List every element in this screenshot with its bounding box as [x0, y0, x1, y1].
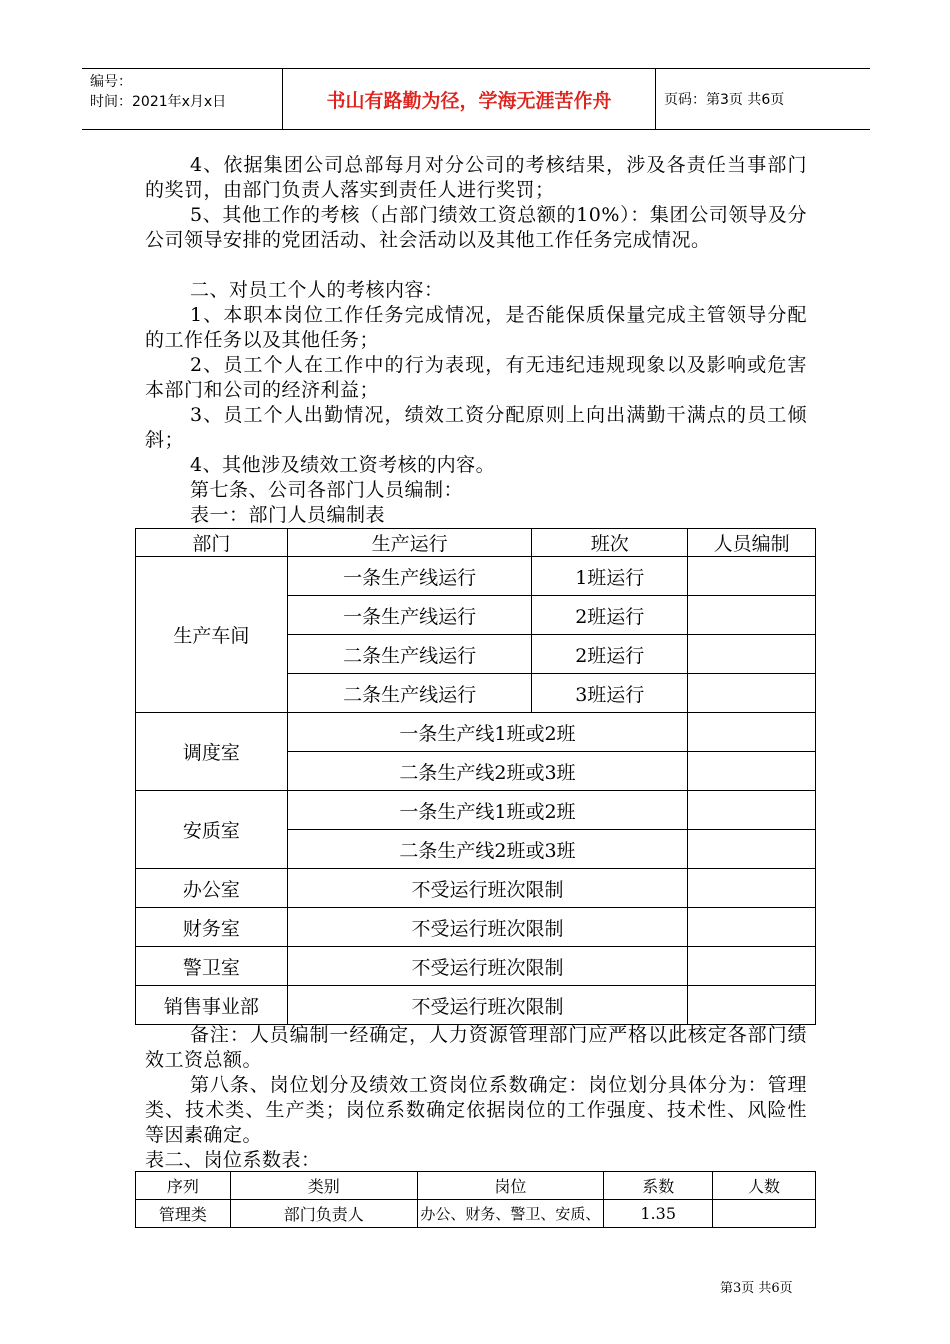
header-cell: 班次	[532, 529, 688, 557]
number-label: 编号：	[90, 74, 132, 90]
table-row	[136, 908, 816, 947]
header-cell: 序列	[136, 1172, 231, 1200]
header-cell: 生产运行	[287, 529, 532, 557]
table-row	[136, 1200, 816, 1228]
table-row	[136, 947, 816, 986]
table-header-row	[136, 529, 816, 557]
cell: 不受运行班次限制	[287, 869, 687, 908]
dept-cell: 安质室	[136, 791, 288, 869]
section-heading: 第七条、公司各部门人员编制：	[190, 479, 464, 501]
header-meta	[82, 69, 282, 129]
cell: 2班运行	[532, 596, 688, 635]
table-row	[136, 986, 816, 1025]
cell: 二条生产线运行	[287, 674, 532, 713]
staff-cell	[688, 752, 816, 791]
cell: 不受运行班次限制	[287, 908, 687, 947]
cell: 二条生产线2班或3班	[287, 752, 687, 791]
header-motto: 书山有路勤为径，学海无涯苦作舟	[282, 69, 656, 129]
position-coefficient-table	[135, 1171, 816, 1228]
note-paragraph: 备注：人员编制一经确定，人力资源管理部门应严格以此核定各部门绩效工资总额。	[145, 1024, 807, 1071]
table-row	[136, 791, 816, 830]
table-row	[136, 713, 816, 752]
cell: 1班运行	[532, 557, 688, 596]
header-cell: 部门	[136, 529, 288, 557]
table-row	[136, 557, 816, 596]
time-label: 时间：2021年x月x日	[90, 94, 227, 110]
cell: 二条生产线运行	[287, 635, 532, 674]
dept-cell: 办公室	[136, 869, 288, 908]
staff-cell	[688, 596, 816, 635]
staff-cell	[688, 986, 816, 1025]
table-header-row	[136, 1172, 816, 1200]
cell: 一条生产线运行	[287, 596, 532, 635]
cell: 不受运行班次限制	[287, 986, 687, 1025]
cell: 一条生产线1班或2班	[287, 791, 687, 830]
staff-cell	[688, 791, 816, 830]
paragraph: 4、依据集团公司总部每月对分公司的考核结果，涉及各责任当事部门的奖罚，由部门负责人落实到责任人进行奖罚；	[145, 154, 807, 201]
cell: 管理类	[136, 1200, 231, 1228]
header-cell: 岗位	[417, 1172, 604, 1200]
header-cell: 人员编制	[688, 529, 816, 557]
staff-cell	[688, 674, 816, 713]
paragraph: 二、对员工个人的考核内容：	[190, 279, 444, 301]
staff-cell	[688, 869, 816, 908]
cell	[713, 1200, 816, 1228]
cell: 3班运行	[532, 674, 688, 713]
paragraph: 5、其他工作的考核（占部门绩效工资总额的10%）：集团公司领导及分公司领导安排的党团活动、社会活动以及其他工作任务完成情况。	[145, 204, 807, 251]
table-title: 表一：部门人员编制表	[190, 504, 386, 526]
cell: 2班运行	[532, 635, 688, 674]
cell: 一条生产线运行	[287, 557, 532, 596]
dept-cell: 调度室	[136, 713, 288, 791]
staff-cell	[688, 908, 816, 947]
paragraph: 3、员工个人出勤情况，绩效工资分配原则上向出满勤干满点的员工倾斜；	[145, 404, 807, 451]
page-footer: 第3页 共6页	[720, 1281, 793, 1296]
cell: 二条生产线2班或3班	[287, 830, 687, 869]
table-row	[136, 869, 816, 908]
table-title: 表二、岗位系数表：	[145, 1149, 321, 1171]
header-page-label: 页码：第3页 共6页	[664, 92, 785, 108]
staff-cell	[688, 830, 816, 869]
dept-cell: 警卫室	[136, 947, 288, 986]
cell: 部门负责人	[230, 1200, 417, 1228]
paragraph: 2、员工个人在工作中的行为表现，有无违纪违规现象以及影响或危害本部门和公司的经济利益；	[145, 354, 807, 401]
staff-cell	[688, 713, 816, 752]
staff-cell	[688, 947, 816, 986]
header-cell: 人数	[713, 1172, 816, 1200]
header-cell: 系数	[604, 1172, 713, 1200]
cell: 1.35	[604, 1200, 713, 1228]
staff-cell	[688, 557, 816, 596]
dept-cell: 财务室	[136, 908, 288, 947]
page-header	[82, 68, 870, 130]
paragraph: 4、其他涉及绩效工资考核的内容。	[190, 454, 496, 476]
cell: 不受运行班次限制	[287, 947, 687, 986]
cell: 一条生产线1班或2班	[287, 713, 687, 752]
cell: 办公、财务、警卫、安质、	[417, 1200, 604, 1228]
staff-cell	[688, 635, 816, 674]
article-paragraph: 第八条、岗位划分及绩效工资岗位系数确定：岗位划分具体分为：管理类、技术类、生产类；岗位系数确定依据岗位的工作强度、技术性、风险性等因素确定。	[145, 1074, 807, 1146]
header-cell: 类别	[230, 1172, 417, 1200]
paragraph: 1、本职本岗位工作任务完成情况，是否能保质保量完成主管领导分配的工作任务以及其他任务；	[145, 304, 807, 351]
staffing-table	[135, 528, 816, 1025]
dept-cell: 销售事业部	[136, 986, 288, 1025]
dept-cell: 生产车间	[136, 557, 288, 713]
